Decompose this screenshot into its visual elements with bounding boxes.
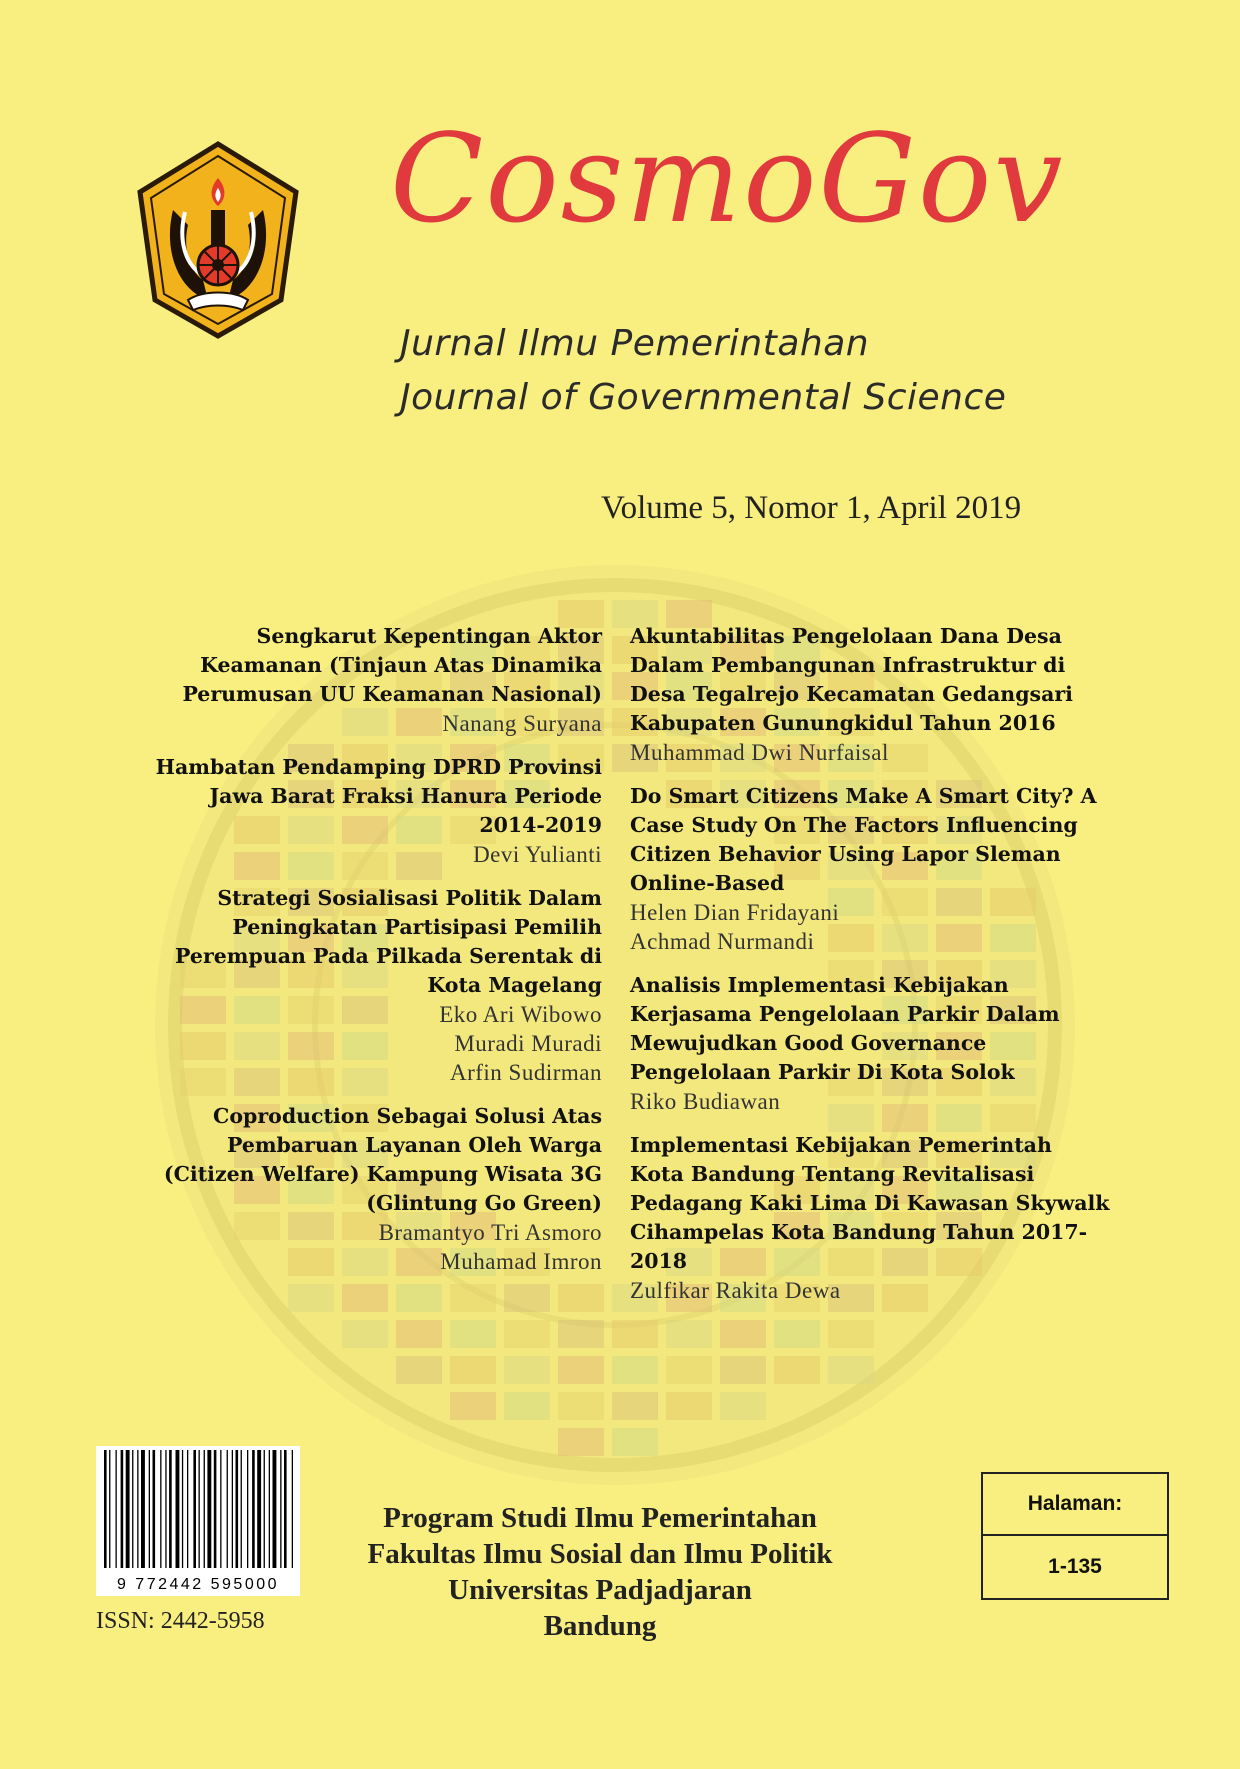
barcode-bar (232, 1450, 233, 1568)
flag-tile (558, 1428, 604, 1456)
article-list-left (150, 622, 602, 1291)
flag-tile (774, 1320, 820, 1348)
barcode-bar (121, 1450, 124, 1568)
article-author: Riko Budiawan (630, 1089, 781, 1114)
flag-tile (558, 1392, 604, 1420)
article-entry (630, 782, 1110, 956)
barcode-bar (252, 1450, 255, 1568)
article-title: Strategi Sosialisasi Politik Dalam Peningkatan Partisipasi Pemilih Perempuan Pada Pilkada Serentak di Kota Magelang (175, 886, 602, 997)
barcode-bar (269, 1450, 270, 1568)
barcode-bar (214, 1450, 217, 1568)
article-author: Nanang Suryana (442, 711, 602, 736)
flag-tile (612, 1320, 658, 1348)
barcode-bar (141, 1450, 145, 1568)
article-author: Muhammad Dwi Nurfaisal (630, 740, 889, 765)
university-emblem-icon (133, 140, 303, 340)
barcode-bar (132, 1450, 133, 1568)
article-entry (150, 884, 602, 1087)
publisher-line: Universitas Padjadjaran (448, 1574, 752, 1606)
publisher-line: Fakultas Ilmu Sosial dan Ilmu Politik (367, 1538, 833, 1570)
flag-tile (828, 1320, 874, 1348)
barcode-bar (193, 1450, 196, 1568)
flag-tile (666, 1356, 712, 1384)
flag-tile (504, 1320, 550, 1348)
barcode-bar (284, 1450, 287, 1568)
article-entry (150, 1102, 602, 1276)
barcode-bar (257, 1450, 261, 1568)
article-author: Devi Yulianti (473, 842, 602, 867)
flag-tile (828, 1356, 874, 1384)
publisher-block (330, 1500, 870, 1644)
barcode-bars-icon (96, 1450, 300, 1578)
barcode-bar (227, 1450, 228, 1568)
barcode-bar (126, 1450, 130, 1568)
article-list-right (630, 622, 1110, 1320)
flag-tile (666, 1392, 712, 1420)
article-entry (150, 622, 602, 738)
flag-tile (612, 1356, 658, 1384)
flag-tile (558, 1320, 604, 1348)
barcode-bar (153, 1450, 156, 1568)
flag-tile (396, 1320, 442, 1348)
flag-tile (450, 1356, 496, 1384)
barcode-bar (137, 1450, 138, 1568)
flag-tile (612, 1428, 658, 1456)
publisher-line: Program Studi Ilmu Pemerintahan (383, 1502, 817, 1534)
barcode-bar (199, 1450, 200, 1568)
flag-tile (612, 1392, 658, 1420)
page-range-label: Halaman: (983, 1474, 1167, 1536)
barcode-bar (236, 1450, 239, 1568)
barcode-bar (149, 1450, 150, 1568)
article-author: Arfin Sudirman (449, 1060, 602, 1085)
barcode-bar (292, 1450, 293, 1568)
flag-tile (450, 1392, 496, 1420)
flag-tile (666, 1320, 712, 1348)
barcode-bar (109, 1450, 110, 1568)
flag-tile (504, 1392, 550, 1420)
barcode-bar (220, 1450, 221, 1568)
barcode-bar (273, 1450, 277, 1568)
article-title: Implementasi Kebijakan Pemerintah Kota Bandung Tentang Revitalisasi Pedagang Kaki Lima Di Kawasan Skywalk Cihampelas Kota Bandung Tahun 2017-2018 (630, 1133, 1110, 1273)
article-author: Helen Dian Fridayani (630, 900, 840, 925)
article-title: Analisis Implementasi Kebijakan Kerjasama Pengelolaan Parkir Dalam Mewujudkan Good Governance Pengelolaan Parkir Di Kota Solok (630, 973, 1060, 1084)
article-author: Muhamad Imron (440, 1249, 602, 1274)
barcode-bar (160, 1450, 161, 1568)
barcode-bar (264, 1450, 265, 1568)
article-author: Eko Ari Wibowo (439, 1002, 602, 1027)
article-entry (630, 971, 1110, 1116)
barcode-bar (204, 1450, 205, 1568)
journal-title: CosmoGov (390, 108, 1065, 250)
barcode-bar (207, 1450, 211, 1568)
barcode-bar (182, 1450, 183, 1568)
barcode-bar (104, 1450, 107, 1568)
barcode (96, 1446, 300, 1596)
barcode-bar (187, 1450, 188, 1568)
barcode-bar (176, 1450, 180, 1568)
flag-tile (720, 1356, 766, 1384)
article-author: Bramantyo Tri Asmoro (378, 1220, 602, 1245)
issn-number: ISSN: 2442-5958 (96, 1608, 265, 1634)
barcode-bar (116, 1450, 117, 1568)
publisher-line: Bandung (543, 1610, 657, 1642)
article-author: Zulfikar Rakita Dewa (630, 1278, 841, 1303)
barcode-bar (280, 1450, 281, 1568)
article-entry (630, 1131, 1110, 1305)
flag-tile (342, 1320, 388, 1348)
article-title: Do Smart Citizens Make A Smart City? A Case Study On The Factors Influencing Citizen Behavior Using Lapor Sleman Online-Based (630, 784, 1097, 895)
article-author: Achmad Nurmandi (630, 929, 815, 954)
article-author: Muradi Muradi (454, 1031, 602, 1056)
article-title: Akuntabilitas Pengelolaan Dana Desa Dalam Pembangunan Infrastruktur di Desa Tegalrejo Kecamatan Gedangsari Kabupaten Gunungkidul Tahun 2016 (630, 624, 1073, 735)
barcode-bar (165, 1450, 166, 1568)
journal-subtitle-english: Journal of Governmental Science (400, 377, 1007, 418)
flag-tile (720, 1320, 766, 1348)
flag-tile (450, 1320, 496, 1348)
barcode-bar (169, 1450, 172, 1568)
article-title: Hambatan Pendamping DPRD Provinsi Jawa Barat Fraksi Hanura Periode 2014-2019 (155, 755, 602, 837)
flag-tile (558, 1356, 604, 1384)
volume-info: Volume 5, Nomor 1, April 2019 (601, 490, 1022, 526)
flag-tile (504, 1356, 550, 1384)
flag-tile (720, 1392, 766, 1420)
barcode-bar (241, 1450, 242, 1568)
journal-subtitle-indonesian: Jurnal Ilmu Pemerintahan (400, 323, 870, 364)
barcode-bar (247, 1450, 248, 1568)
article-entry (630, 622, 1110, 767)
article-title: Coproduction Sebagai Solusi Atas Pembaruan Layanan Oleh Warga (Citizen Welfare) Kampung Wisata 3G (Glintung Go Green) (163, 1104, 602, 1215)
page-range-box (981, 1472, 1169, 1600)
barcode-number: 9 772442 595000 (116, 1576, 280, 1593)
article-title: Sengkarut Kepentingan Aktor Keamanan (Tinjaun Atas Dinamika Perumusan UU Keamanan Nasional) (182, 624, 602, 706)
flag-tile (774, 1356, 820, 1384)
page-range-value: 1-135 (1048, 1555, 1102, 1578)
article-entry (150, 753, 602, 869)
flag-tile (396, 1356, 442, 1384)
